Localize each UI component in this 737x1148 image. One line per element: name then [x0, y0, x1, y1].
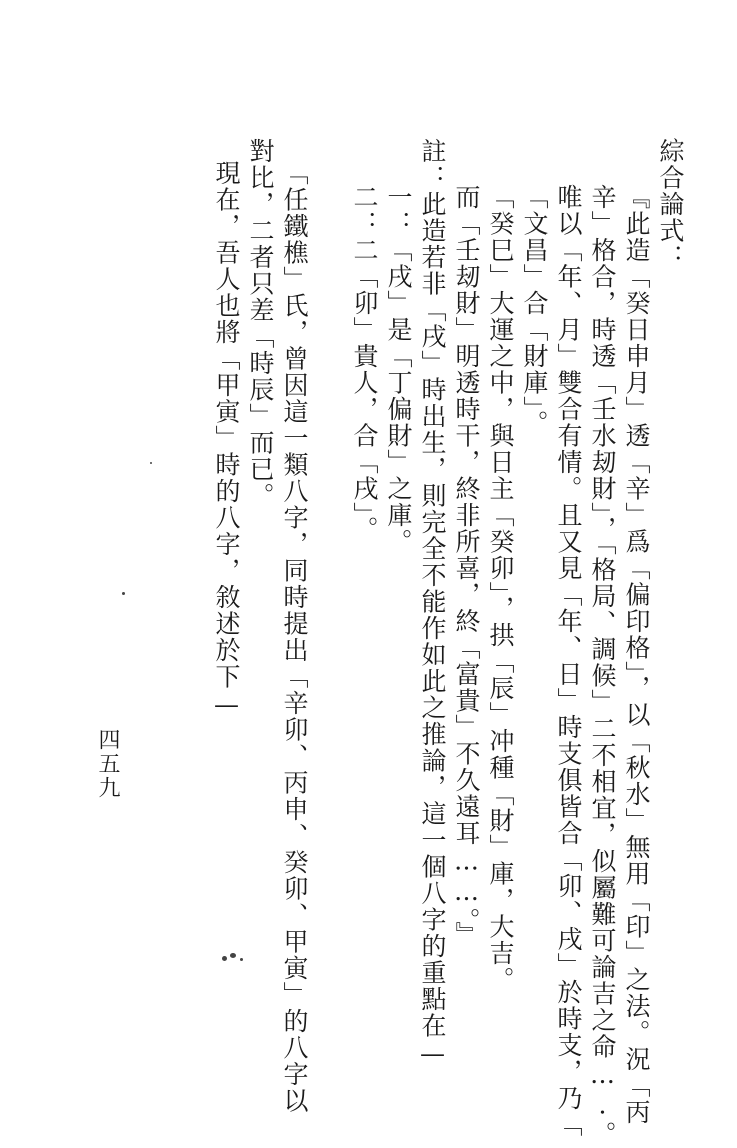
text-column: 辛」格合，時透「壬水刼財」，「格局、調候」二不相宜，似屬難可論吉之命….。 [588, 184, 617, 1148]
text-column: 而「壬刼財」明透時干，終非所喜，終「富貴」不久遠耳……。』 [452, 184, 481, 948]
text-column: 對比，二者只差「時辰」而已。 [246, 138, 275, 509]
page-number: 四五九 [95, 728, 120, 800]
text-column-note-item: 二：二「卯」貴人，合「戌」。 [350, 184, 379, 543]
text-column: 「癸巳」大運之中，與日主「癸卯」，拱「辰」冲種「財」庫，大吉。 [486, 184, 515, 993]
ink-speck [122, 592, 125, 595]
text-column: 唯以「年、月」雙合有情。且又見「年、日」時支俱皆合「卯、戌」於時支，乃「 [554, 184, 583, 1138]
text-column-heading: 綜合論式： [656, 138, 685, 271]
text-column: 「任鐵樵」氏，曾因這一類八字，同時提出「辛卯、丙申、癸卯、甲寅」的八字以 [280, 160, 309, 1114]
text-column: 現在，吾人也將「甲寅」時的八字，敘述於下— [212, 160, 241, 721]
ink-speck [222, 956, 227, 961]
text-column-note: 註：此造若非「戌」時出生，則完全不能作如此之推論，這一個八字的重點在— [418, 138, 447, 1070]
text-column: 『此造「癸日申月」透「辛」爲「偏印格」，以「秋水」無用「印」之法。況「丙 [622, 184, 651, 1126]
text-column-note-item: 一：「戌」是「丁偏財」之庫。 [384, 184, 413, 555]
ink-speck [230, 953, 236, 958]
ink-speck [150, 462, 152, 464]
ink-speck [240, 958, 243, 961]
text-column: 「文昌」合「財庫」。 [520, 184, 549, 437]
